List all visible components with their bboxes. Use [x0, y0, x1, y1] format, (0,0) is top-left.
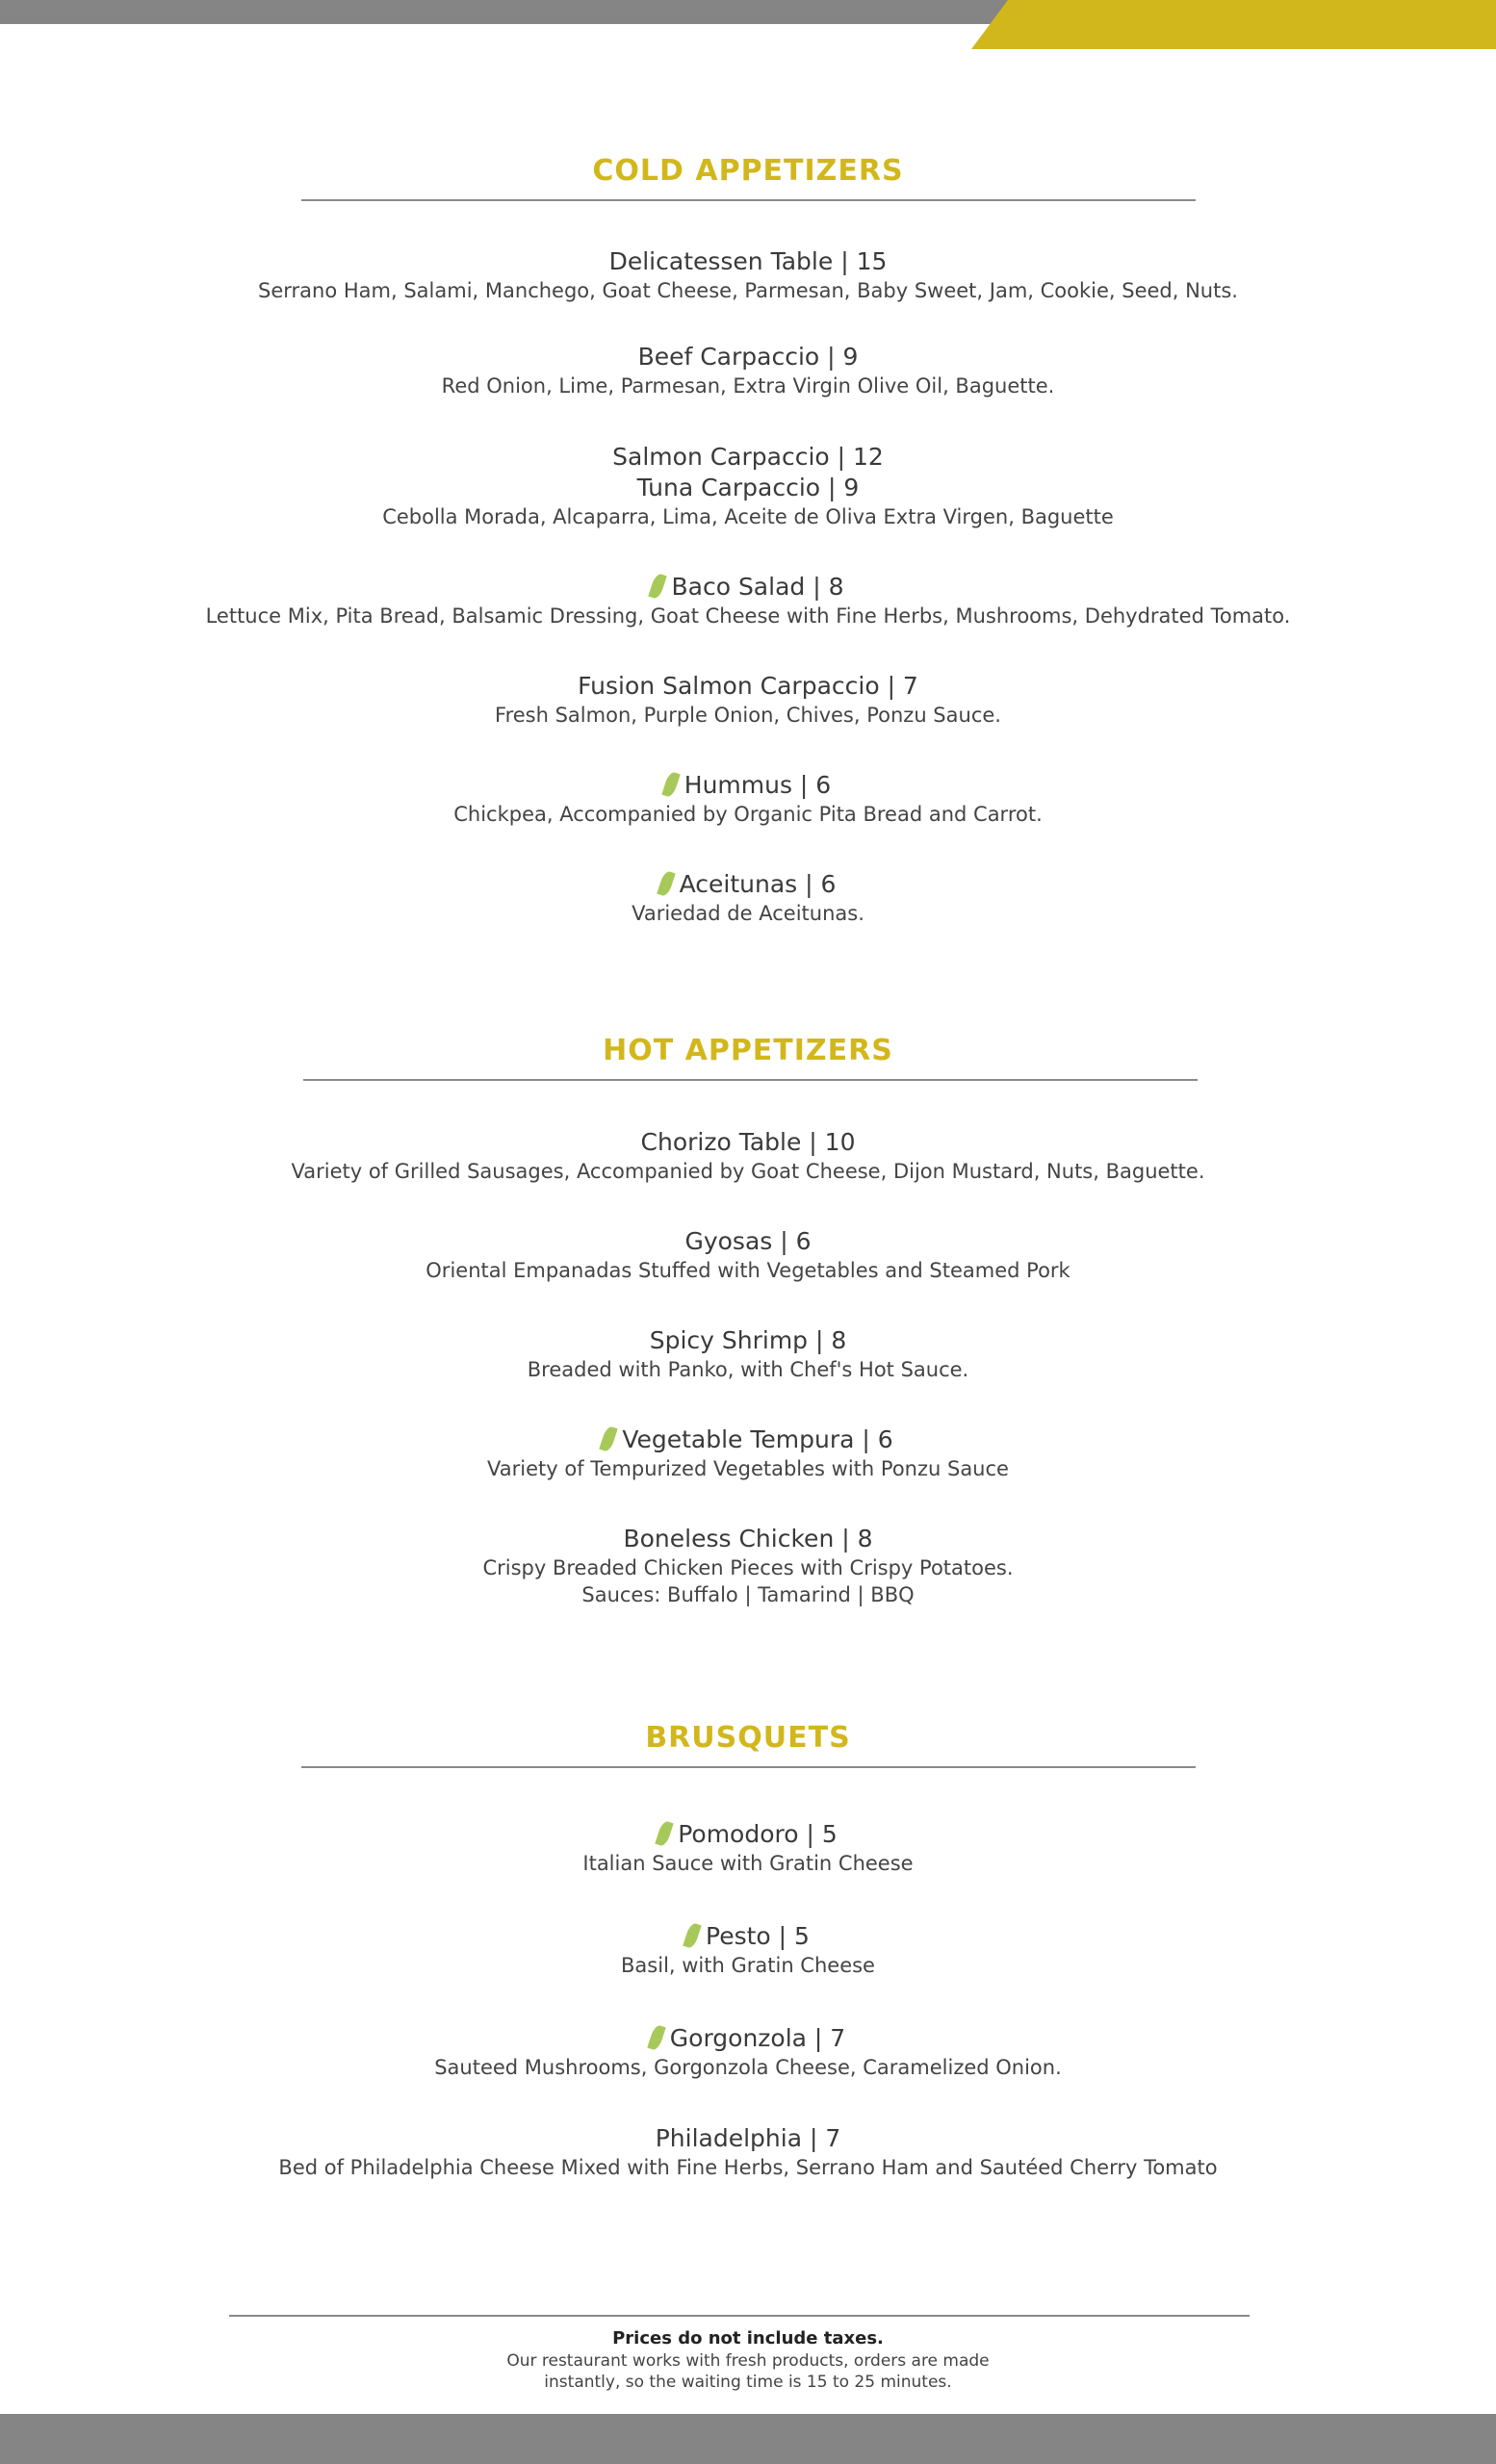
menu-item-gyosas — [0, 1226, 1496, 1284]
footer — [0, 2327, 1496, 2393]
menu-item-boneless-chicken — [0, 1524, 1496, 1608]
tax-note: Prices do not include taxes. — [612, 2328, 884, 2348]
menu-item-salmon-tuna-carpaccio — [0, 442, 1496, 530]
menu-item-gorgonzola — [0, 2023, 1496, 2081]
item-name: Pomodoro | 5 — [678, 1820, 838, 1848]
section-divider — [301, 199, 1196, 201]
item-name: Beef Carpaccio | 9 — [637, 343, 859, 371]
item-description: Fresh Salmon, Purple Onion, Chives, Ponzu Sauce. — [495, 704, 1001, 727]
item-name: Spicy Shrimp | 8 — [649, 1326, 847, 1354]
menu-item-hummus — [0, 770, 1496, 828]
item-description: Chickpea, Accompanied by Organic Pita Bread and Carrot. — [453, 803, 1043, 826]
menu-item-aceitunas — [0, 869, 1496, 927]
item-name: Salmon Carpaccio | 12 — [612, 443, 884, 471]
item-description: Red Onion, Lime, Parmesan, Extra Virgin Olive Oil, Baguette. — [441, 374, 1055, 398]
leaf-icon — [661, 771, 680, 798]
item-description: Breaded with Panko, with Chef's Hot Sauce. — [527, 1358, 969, 1381]
menu-item-pesto — [0, 1921, 1496, 1979]
item-name: Aceitunas | 6 — [679, 870, 837, 898]
section-title-cold-appetizers: COLD APPETIZERS — [592, 154, 904, 188]
menu-item-vegetable-tempura — [0, 1424, 1496, 1482]
menu-item-baco-salad — [0, 572, 1496, 629]
item-name: Boneless Chicken | 8 — [623, 1525, 873, 1553]
item-description: Lettuce Mix, Pita Bread, Balsamic Dressing, Goat Cheese with Fine Herbs, Mushrooms, Dehydrated Tomato. — [205, 604, 1291, 628]
item-description: Basil, with Gratin Cheese — [621, 1954, 875, 1977]
item-description: Variety of Tempurized Vegetables with Ponzu Sauce — [487, 1457, 1009, 1480]
item-name: Philadelphia | 7 — [655, 2124, 841, 2152]
item-name-secondary: Tuna Carpaccio | 9 — [636, 474, 860, 501]
item-description-sauces: Sauces: Buffalo | Tamarind | BBQ — [581, 1583, 915, 1606]
section-title-hot-appetizers: HOT APPETIZERS — [603, 1034, 893, 1067]
item-description: Bed of Philadelphia Cheese Mixed with Fine Herbs, Serrano Ham and Sautéed Cherry Tomato — [278, 2156, 1218, 2179]
section-divider — [301, 1766, 1196, 1768]
menu-item-spicy-shrimp — [0, 1325, 1496, 1383]
bottom-bar — [0, 2414, 1496, 2464]
item-name: Pesto | 5 — [706, 1922, 810, 1950]
item-description: Variedad de Aceitunas. — [632, 902, 864, 925]
menu-item-delicatessen-table — [0, 246, 1496, 304]
item-description: Crispy Breaded Chicken Pieces with Crispy Potatoes. — [482, 1556, 1014, 1579]
leaf-icon — [600, 1425, 618, 1452]
leaf-icon — [649, 573, 667, 600]
menu-item-pomodoro — [0, 1819, 1496, 1877]
menu-item-chorizo-table — [0, 1127, 1496, 1185]
item-name: Baco Salad | 8 — [671, 573, 844, 601]
item-description: Oriental Empanadas Stuffed with Vegetables and Steamed Pork — [426, 1259, 1070, 1282]
leaf-icon — [683, 1922, 701, 1949]
section-divider — [303, 1079, 1198, 1081]
leaf-icon — [657, 870, 675, 897]
item-name: Gorgonzola | 7 — [669, 2024, 846, 2052]
footer-divider — [229, 2315, 1250, 2317]
item-description: Serrano Ham, Salami, Manchego, Goat Cheese, Parmesan, Baby Sweet, Jam, Cookie, Seed, Nuts. — [258, 279, 1238, 302]
item-name: Fusion Salmon Carpaccio | 7 — [578, 672, 918, 700]
item-description: Variety of Grilled Sausages, Accompanied by Goat Cheese, Dijon Mustard, Nuts, Baguette. — [291, 1160, 1205, 1183]
top-accent-band — [971, 0, 1496, 49]
item-name: Chorizo Table | 10 — [640, 1128, 856, 1156]
leaf-icon — [647, 2024, 665, 2051]
item-name: Hummus | 6 — [684, 771, 832, 799]
item-description: Italian Sauce with Gratin Cheese — [582, 1852, 914, 1875]
item-description: Sauteed Mushrooms, Gorgonzola Cheese, Caramelized Onion. — [434, 2056, 1062, 2079]
menu-item-philadelphia — [0, 2123, 1496, 2181]
menu-item-fusion-salmon-carpaccio — [0, 671, 1496, 729]
item-name: Vegetable Tempura | 6 — [622, 1425, 893, 1453]
menu-item-beef-carpaccio — [0, 342, 1496, 399]
item-name: Gyosas | 6 — [684, 1227, 812, 1255]
item-description: Cebolla Morada, Alcaparra, Lima, Aceite de Oliva Extra Virgen, Baguette — [382, 505, 1114, 528]
item-name: Delicatessen Table | 15 — [608, 247, 888, 275]
section-title-brusquets: BRUSQUETS — [645, 1721, 851, 1755]
footer-line-2: instantly, so the waiting time is 15 to 25 minutes. — [544, 2373, 952, 2392]
leaf-icon — [655, 1820, 673, 1847]
footer-line-1: Our restaurant works with fresh products, orders are made — [506, 2351, 990, 2371]
